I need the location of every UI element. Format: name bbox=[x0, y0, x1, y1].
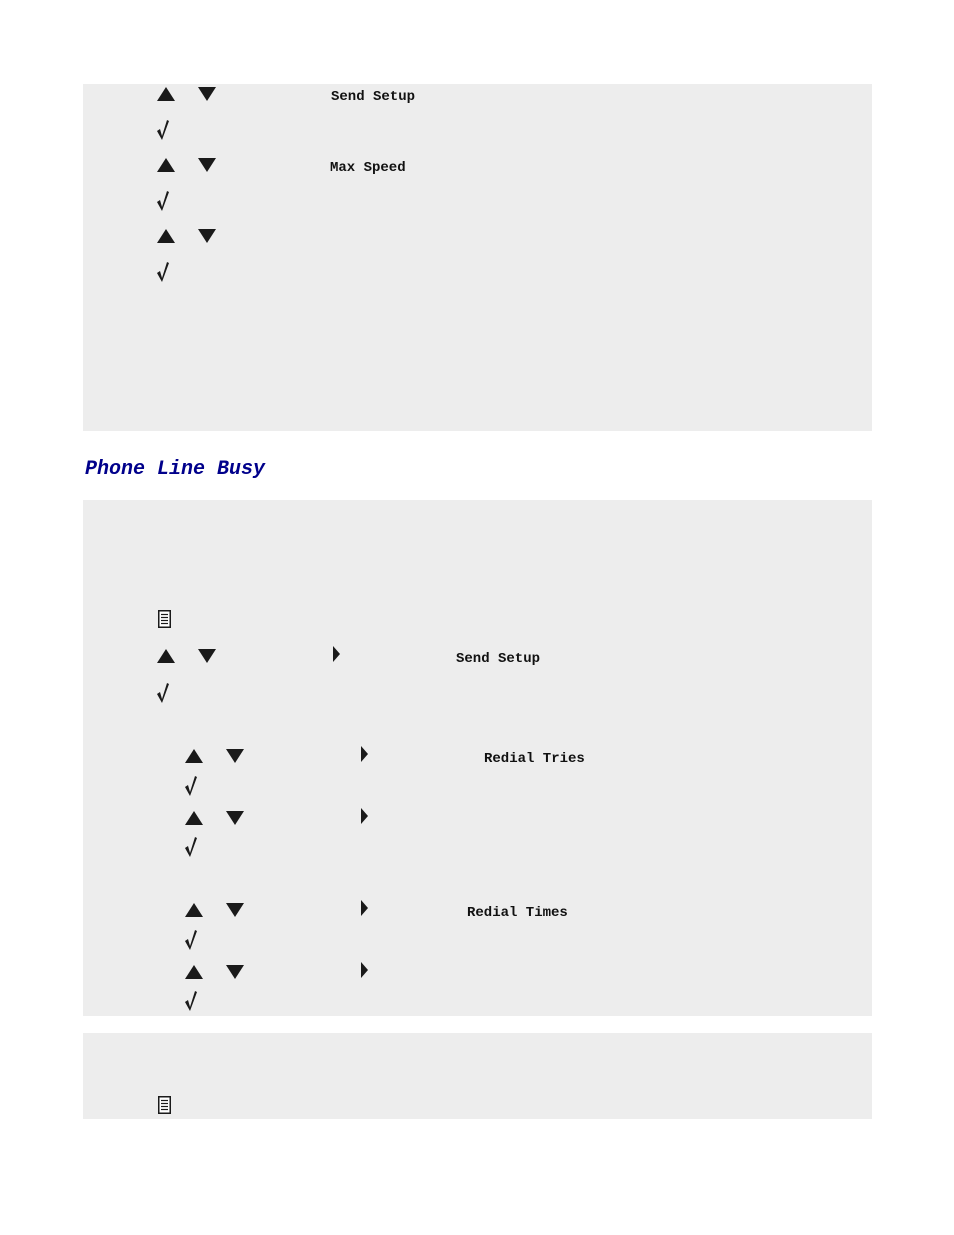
up-arrow-icon bbox=[185, 811, 203, 825]
right-arrow-icon bbox=[361, 962, 368, 978]
send-setup-label: Send Setup bbox=[331, 89, 416, 105]
down-arrow-icon bbox=[198, 158, 216, 172]
redial-times-label: Redial Times bbox=[467, 905, 568, 921]
down-arrow-icon bbox=[226, 965, 244, 979]
up-arrow-icon bbox=[157, 229, 175, 243]
checkmark-select-icon bbox=[156, 119, 170, 141]
redial-tries-label: Redial Tries bbox=[484, 751, 585, 767]
up-arrow-icon bbox=[185, 965, 203, 979]
checkmark-select-icon bbox=[156, 682, 170, 704]
right-arrow-icon bbox=[361, 900, 368, 916]
section-heading: Phone Line Busy bbox=[85, 458, 266, 481]
right-arrow-icon bbox=[361, 746, 368, 762]
menu-icon bbox=[158, 1096, 171, 1114]
down-arrow-icon bbox=[226, 749, 244, 763]
right-arrow-icon bbox=[333, 646, 340, 662]
max-speed-label: Max Speed bbox=[330, 160, 406, 176]
up-arrow-icon bbox=[157, 649, 175, 663]
checkmark-select-icon bbox=[156, 190, 170, 212]
up-arrow-icon bbox=[185, 903, 203, 917]
checkmark-select-icon bbox=[184, 929, 198, 951]
instruction-panel-bottom bbox=[83, 1033, 872, 1119]
checkmark-select-icon bbox=[184, 775, 198, 797]
checkmark-select-icon bbox=[184, 836, 198, 858]
right-arrow-icon bbox=[361, 808, 368, 824]
checkmark-select-icon bbox=[156, 261, 170, 283]
up-arrow-icon bbox=[185, 749, 203, 763]
down-arrow-icon bbox=[198, 229, 216, 243]
up-arrow-icon bbox=[157, 158, 175, 172]
up-arrow-icon bbox=[157, 87, 175, 101]
down-arrow-icon bbox=[198, 649, 216, 663]
send-setup-label: Send Setup bbox=[456, 651, 541, 667]
instruction-panel-top bbox=[83, 84, 872, 431]
down-arrow-icon bbox=[226, 811, 244, 825]
checkmark-select-icon bbox=[184, 990, 198, 1012]
down-arrow-icon bbox=[226, 903, 244, 917]
menu-icon bbox=[158, 610, 171, 628]
down-arrow-icon bbox=[198, 87, 216, 101]
